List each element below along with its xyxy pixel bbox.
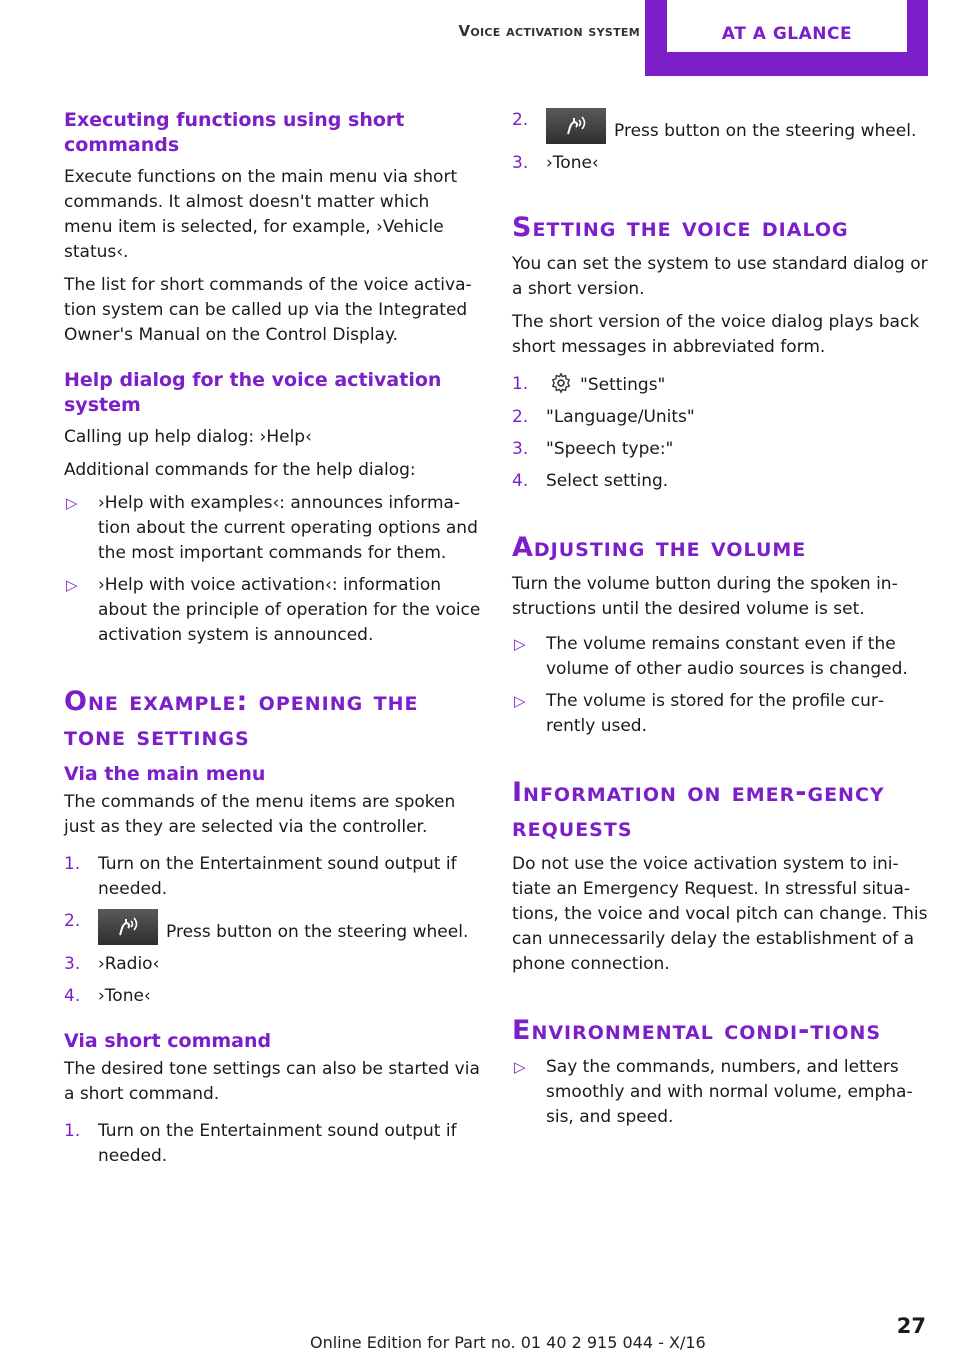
paragraph: The desired tone settings can also be started via a short command. — [64, 1059, 480, 1104]
edition-footer: Online Edition for Part no. 01 40 2 915 044 - X/16 — [310, 1333, 706, 1352]
list-item: ▷ ›Help with voice activation‹: information about the principle of operation for the voice activation system is announced. — [66, 575, 481, 645]
volume-list — [512, 632, 930, 739]
list-item: 1. Turn on the Entertainment sound output if needed. — [64, 854, 457, 899]
left-column — [64, 108, 482, 1176]
list-item: 2. Press button on the steering wheel. — [64, 909, 482, 945]
heading-environment: Environmental condi‐tions — [512, 1015, 882, 1046]
heading-via-main-menu: Via the main menu — [64, 763, 266, 785]
list-item: 3. ›Radio‹ — [64, 954, 160, 974]
help-command-list — [64, 491, 482, 648]
paragraph: The short version of the voice dialog plays back short messages in abbreviated form. — [512, 312, 920, 357]
paragraph: Calling up help dialog: ›Help‹ — [64, 427, 312, 447]
heading-voice-dialog: Setting the voice dialog — [512, 212, 849, 243]
bullet-triangle-icon: ▷ — [66, 494, 78, 512]
list-item: ▷ The volume is stored for the profile cur‐rently used. — [514, 691, 885, 736]
paragraph: The list for short commands of the voice activa‐tion system can be called up via the Integrated Owner's Manual on the Control Display. — [64, 275, 472, 345]
heading-example: One example: opening the tone settings — [64, 686, 419, 752]
bullet-triangle-icon: ▷ — [514, 692, 526, 710]
settings-gear-icon — [550, 372, 572, 394]
page-number: 27 — [896, 1314, 926, 1338]
environment-list — [512, 1055, 930, 1130]
voice-button-icon — [98, 909, 158, 945]
heading-short-commands: Executing functions using short commands — [64, 109, 405, 156]
heading-via-short-command: Via short command — [64, 1030, 272, 1052]
paragraph: The commands of the menu items are spoken just as they are selected via the controller. — [64, 792, 456, 837]
list-item: 4. ›Tone‹ — [64, 986, 151, 1006]
list-item: ▷ Say the commands, numbers, and letters smoothly and with normal volume, empha‐sis, and speed. — [514, 1057, 913, 1127]
heading-emergency: Information on emer‐gency requests — [512, 777, 885, 843]
list-item: ▷ ›Help with examples‹: announces informa‐tion about the current operating options and the most important commands for them. — [66, 493, 478, 563]
paragraph: Execute functions on the main menu via short commands. It almost doesn't matter which menu item is selected, for example, ›Vehicle status‹. — [64, 167, 458, 262]
paragraph: Additional commands for the help dialog: — [64, 460, 416, 480]
continued-step-list — [512, 108, 930, 176]
paragraph: Turn the volume button during the spoken in‐structions until the desired volume is set. — [512, 574, 898, 619]
heading-help-dialog: Help dialog for the voice activation system — [64, 369, 442, 416]
voice-button-icon — [546, 108, 606, 144]
paragraph: Do not use the voice activation system to ini‐tiate an Emergency Request. In stressful situa‐tions, the voice and vocal pitch can change. This can unnecessarily delay the establishment of a phone connection. — [512, 854, 928, 974]
bullet-triangle-icon: ▷ — [514, 1058, 526, 1076]
bullet-triangle-icon: ▷ — [66, 576, 78, 594]
dialog-step-list — [512, 372, 930, 494]
list-item: 1. Turn on the Entertainment sound output if needed. — [64, 1121, 457, 1166]
section-title: Voice activation system — [458, 22, 640, 40]
list-item: 2. "Language/Units" — [512, 407, 695, 427]
list-item: 4. Select setting. — [512, 471, 669, 491]
heading-volume: Adjusting the volume — [512, 532, 807, 563]
list-item: 3. "Speech type:" — [512, 439, 674, 459]
list-item: 2. Press button on the steering wheel. — [512, 108, 930, 144]
list-item: 1. "Settings" — [512, 374, 666, 395]
chapter-tab-label: AT A GLANCE — [667, 0, 907, 52]
list-item: 3. ›Tone‹ — [512, 153, 599, 173]
right-column — [512, 108, 930, 1137]
paragraph: You can set the system to use standard dialog or a short version. — [512, 254, 928, 299]
short-step-list — [64, 1119, 482, 1169]
chapter-tab[interactable] — [645, 0, 928, 76]
menu-step-list — [64, 852, 482, 1009]
bullet-triangle-icon: ▷ — [514, 635, 526, 653]
list-item: ▷ The volume remains constant even if the volume of other audio sources is changed. — [514, 634, 908, 679]
